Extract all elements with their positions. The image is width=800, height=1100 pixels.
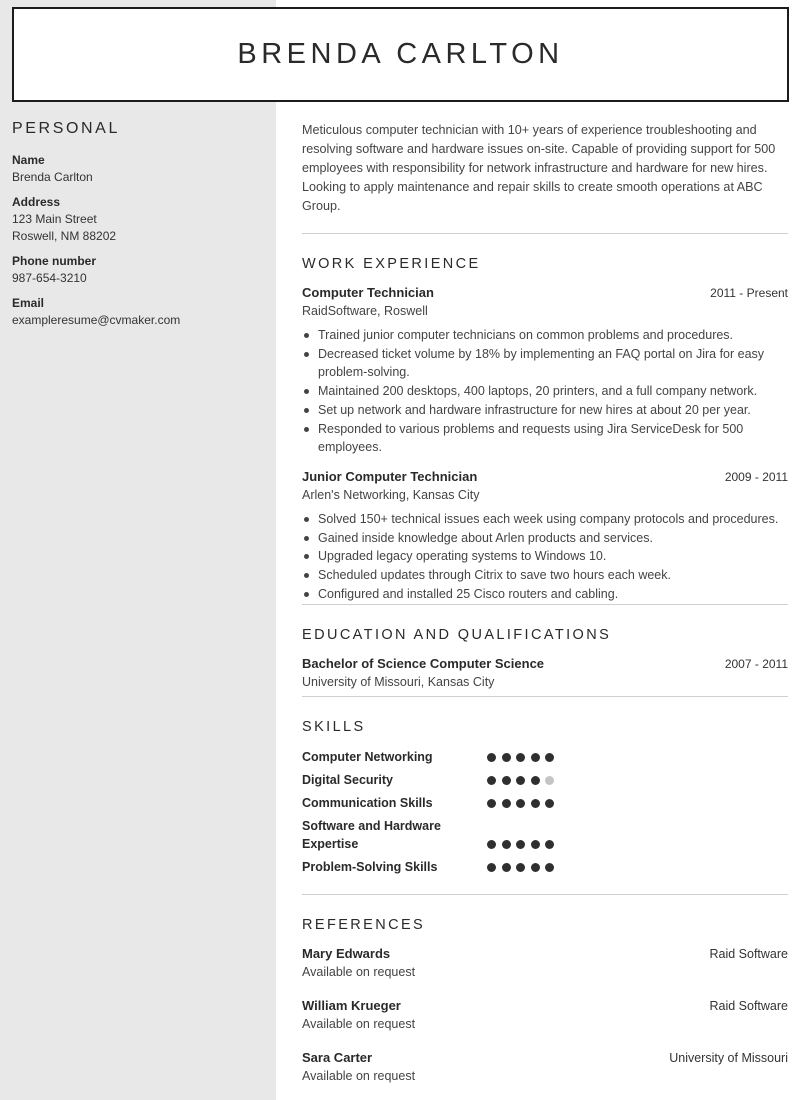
skill-name: Communication Skills xyxy=(302,796,433,811)
job-title: Computer Technician xyxy=(302,285,434,300)
skill-name: Software and Hardware Expertise xyxy=(302,819,441,852)
reference-note: Available on request xyxy=(302,1069,416,1084)
list-item: Configured and installed 25 Cisco routers and cabling. xyxy=(318,585,788,604)
rating-dot-filled xyxy=(531,863,540,872)
reference-entry xyxy=(302,1049,788,1085)
skills-list xyxy=(302,748,788,876)
personal-field-email xyxy=(12,295,267,329)
rating-dot-empty xyxy=(545,776,554,785)
section-divider xyxy=(302,696,788,697)
rating-dot-filled xyxy=(487,840,496,849)
section-divider xyxy=(302,894,788,895)
rating-dot-filled xyxy=(487,776,496,785)
education-dates: 2007 - 2011 xyxy=(724,657,788,672)
rating-dot-filled xyxy=(502,840,511,849)
job-entry xyxy=(302,468,788,604)
rating-dot-filled xyxy=(487,753,496,762)
rating-dot-filled xyxy=(516,799,525,808)
list-item: Trained junior computer technicians on common problems and procedures. xyxy=(318,326,788,345)
profile-summary: Meticulous computer technician with 10+ years of experience troubleshooting and resolving software and hardware issues on-site. Capable of providing support for 500 employees with responsibility for network infrastructure and hardware for new hires. Looking to apply maintenance and repair skills to create smooth operations at ABC Group. xyxy=(302,123,776,213)
reference-org: University of Missouri xyxy=(669,1051,788,1066)
skill-rating xyxy=(487,840,554,853)
education-entry xyxy=(302,655,788,691)
skill-rating xyxy=(487,799,554,812)
rating-dot-filled xyxy=(545,799,554,808)
rating-dot-filled xyxy=(516,776,525,785)
rating-dot-filled xyxy=(502,863,511,872)
main-content xyxy=(302,121,788,1085)
rating-dot-filled xyxy=(531,753,540,762)
personal-section-title: PERSONAL xyxy=(12,120,120,137)
references-section-title: REFERENCES xyxy=(302,917,426,934)
resume-header xyxy=(12,7,789,102)
field-label: Address xyxy=(12,195,61,209)
personal-field-address xyxy=(12,194,267,245)
job-title: Junior Computer Technician xyxy=(302,468,478,484)
field-value: 987-654-3210 xyxy=(12,271,87,285)
list-item: Solved 150+ technical issues each week using company protocols and procedures. xyxy=(318,510,788,529)
reference-name: Sara Carter xyxy=(302,1050,373,1066)
rating-dot-filled xyxy=(516,840,525,849)
section-divider xyxy=(302,233,788,234)
rating-dot-filled xyxy=(516,753,525,762)
rating-dot-filled xyxy=(487,863,496,872)
rating-dot-filled xyxy=(545,863,554,872)
rating-dot-filled xyxy=(502,753,511,762)
candidate-name: BRENDA CARLTON xyxy=(237,38,564,70)
reference-note: Available on request xyxy=(302,1017,416,1032)
rating-dot-filled xyxy=(502,799,511,808)
rating-dot-filled xyxy=(487,799,496,808)
rating-dot-filled xyxy=(545,840,554,849)
skill-name: Digital Security xyxy=(302,773,393,788)
skill-row xyxy=(302,771,788,789)
job-dates: 2009 - 2011 xyxy=(724,469,788,484)
list-item: Responded to various problems and requests using Jira ServiceDesk for 500 employees. xyxy=(318,420,788,457)
skills-section-title: SKILLS xyxy=(302,719,366,736)
reference-name: William Krueger xyxy=(302,998,401,1014)
skill-row xyxy=(302,817,788,853)
skill-rating xyxy=(487,776,554,789)
rating-dot-filled xyxy=(531,840,540,849)
reference-org: Raid Software xyxy=(709,999,788,1014)
job-entry xyxy=(302,284,788,457)
skill-row xyxy=(302,748,788,766)
skill-rating xyxy=(487,863,554,876)
field-label: Name xyxy=(12,153,45,167)
work-section-title: WORK EXPERIENCE xyxy=(302,256,481,272)
personal-field-phone xyxy=(12,253,267,287)
reference-name: Mary Edwards xyxy=(302,946,391,962)
list-item: Scheduled updates through Citrix to save two hours each week. xyxy=(318,566,788,585)
skill-rating xyxy=(487,753,554,766)
list-item: Set up network and hardware infrastructure for new hires at about 20 per year. xyxy=(318,401,788,420)
list-item: Gained inside knowledge about Arlen products and services. xyxy=(318,529,788,548)
rating-dot-filled xyxy=(531,799,540,808)
skill-row xyxy=(302,858,788,876)
skill-row xyxy=(302,794,788,812)
rating-dot-filled xyxy=(545,753,554,762)
field-value: exampleresume@cvmaker.com xyxy=(12,313,181,327)
list-item: Decreased ticket volume by 18% by implementing an FAQ portal on Jira for easy problem-solving. xyxy=(318,345,788,382)
skill-name: Computer Networking xyxy=(302,750,433,765)
reference-note: Available on request xyxy=(302,965,416,980)
reference-org: Raid Software xyxy=(709,947,788,962)
section-divider xyxy=(302,604,788,605)
field-value: Brenda Carlton xyxy=(12,170,93,184)
job-dates: 2011 - Present xyxy=(710,286,788,300)
rating-dot-filled xyxy=(516,863,525,872)
skill-name: Problem-Solving Skills xyxy=(302,860,438,875)
personal-sidebar xyxy=(12,120,267,337)
field-value: 123 Main Street Roswell, NM 88202 xyxy=(12,212,117,243)
list-item: Upgraded legacy operating systems to Windows 10. xyxy=(318,547,788,566)
rating-dot-filled xyxy=(531,776,540,785)
field-label: Phone number xyxy=(12,254,97,268)
list-item: Maintained 200 desktops, 400 laptops, 20 printers, and a full company network. xyxy=(318,382,788,401)
job-company: Arlen's Networking, Kansas City xyxy=(302,487,480,502)
job-company: RaidSoftware, Roswell xyxy=(302,304,428,318)
reference-entry xyxy=(302,997,788,1033)
field-label: Email xyxy=(12,296,45,310)
job-bullets xyxy=(302,510,788,604)
job-bullets xyxy=(302,326,788,457)
school-name: University of Missouri, Kansas City xyxy=(302,675,495,690)
degree-title: Bachelor of Science Computer Science xyxy=(302,656,545,672)
reference-entry xyxy=(302,945,788,981)
education-section-title: EDUCATION AND QUALIFICATIONS xyxy=(302,627,612,644)
rating-dot-filled xyxy=(502,776,511,785)
personal-field-name xyxy=(12,152,267,186)
